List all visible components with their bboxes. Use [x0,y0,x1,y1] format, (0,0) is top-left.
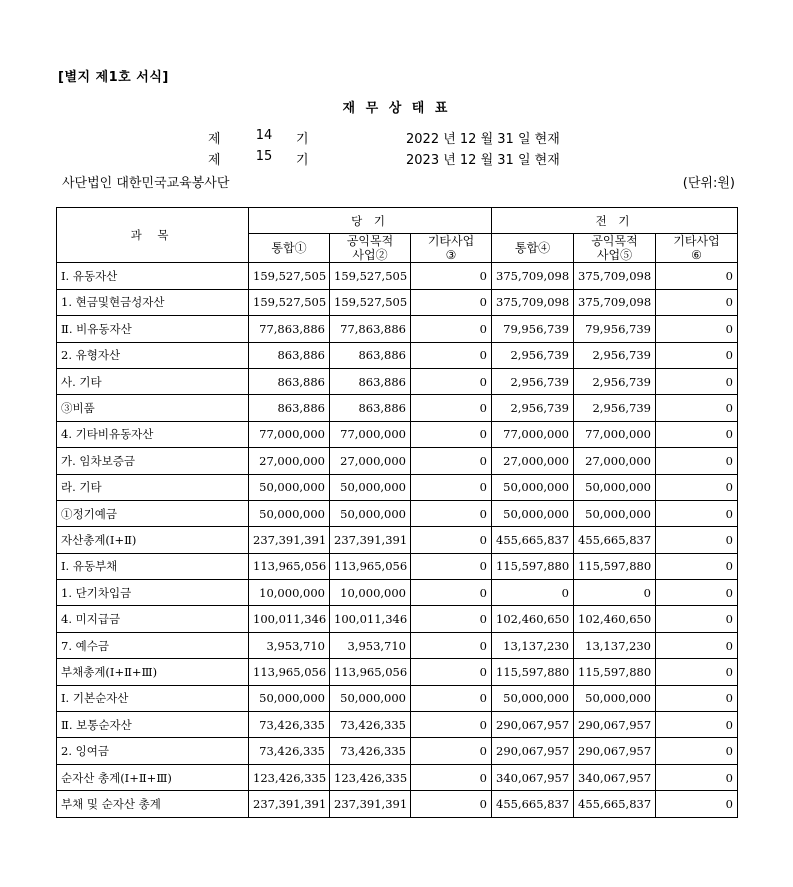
amount-cell: 0 [411,685,492,711]
account-name: Ⅱ. 비유동자산 [57,316,249,342]
amount-cell: 863,886 [330,342,411,368]
column-header-label: 사업 [352,248,376,263]
table-row [57,395,738,421]
amount-cell: 0 [411,764,492,790]
amount-cell: 123,426,335 [249,764,330,790]
amount-cell: 0 [656,421,738,447]
amount-cell: 27,000,000 [492,448,574,474]
table-row [57,685,738,711]
column-header-label: 공익목적 [346,234,394,249]
account-name: ③비품 [57,395,249,421]
amount-cell: 0 [411,606,492,632]
amount-cell: 0 [411,474,492,500]
amount-cell: 3,953,710 [249,632,330,658]
amount-cell: 863,886 [330,368,411,394]
amount-cell: 159,527,505 [249,289,330,315]
amount-cell: 2,956,739 [574,342,656,368]
account-name: 부채 및 순자산 총계 [57,791,249,817]
amount-cell: 0 [411,289,492,315]
column-header-label: 기타사업 [427,234,475,249]
account-name: 자산총계(Ⅰ+Ⅱ) [57,527,249,553]
amount-cell: 0 [411,421,492,447]
amount-cell: 2,956,739 [574,368,656,394]
column-header-label: 통합 [271,241,295,256]
period-number: 15 [255,149,273,164]
period-date: 2022 년 12 월 31 일 현재 [406,132,560,147]
organization-name: 사단법인 대한민국교육봉사단 [62,176,230,191]
table-row [57,791,738,817]
column-header-label: 기타사업 [673,234,720,249]
amount-cell: 375,709,098 [574,263,656,289]
amount-cell: 50,000,000 [492,474,574,500]
amount-cell: 10,000,000 [249,580,330,606]
financial-position-table [56,207,738,818]
amount-cell: 290,067,957 [492,738,574,764]
amount-cell: 0 [656,738,738,764]
table-row [57,263,738,289]
amount-cell: 290,067,957 [574,712,656,738]
amount-cell: 50,000,000 [492,500,574,526]
amount-cell: 2,956,739 [574,395,656,421]
table-row [57,580,738,606]
table-row [57,342,738,368]
amount-cell: 50,000,000 [574,685,656,711]
account-name: Ⅱ. 보통순자산 [57,712,249,738]
amount-cell: 0 [411,659,492,685]
amount-cell: 0 [656,685,738,711]
column-header [656,234,738,263]
column-header [249,234,330,263]
amount-cell: 159,527,505 [249,263,330,289]
amount-cell: 0 [656,395,738,421]
column-header-label: 통합 [514,241,539,256]
amount-cell: 455,665,837 [492,791,574,817]
period-date: 2023 년 12 월 31 일 현재 [406,153,560,168]
form-title: [별지 제1호 서식] [58,70,169,85]
table-row [57,764,738,790]
period-label: 제 [208,132,221,147]
amount-cell: 0 [656,712,738,738]
amount-cell: 77,000,000 [249,421,330,447]
table-row [57,316,738,342]
column-number-mark: ④ [538,241,551,256]
column-header [492,234,574,263]
amount-cell: 237,391,391 [249,791,330,817]
amount-cell: 50,000,000 [330,474,411,500]
account-name: 2. 잉여금 [57,738,249,764]
amount-cell: 290,067,957 [574,738,656,764]
amount-cell: 3,953,710 [330,632,411,658]
amount-cell: 237,391,391 [249,527,330,553]
amount-cell: 115,597,880 [574,659,656,685]
amount-cell: 50,000,000 [574,474,656,500]
amount-cell: 73,426,335 [330,738,411,764]
column-number-mark: ① [294,241,307,256]
amount-cell: 0 [656,448,738,474]
subject-header: 과 목 [57,208,249,263]
amount-cell: 0 [411,791,492,817]
amount-cell: 27,000,000 [249,448,330,474]
account-name: 2. 유형자산 [57,342,249,368]
amount-cell: 0 [411,553,492,579]
amount-cell: 102,460,650 [574,606,656,632]
account-name: Ⅰ. 기본순자산 [57,685,249,711]
amount-cell: 123,426,335 [330,764,411,790]
amount-cell: 0 [656,606,738,632]
amount-cell: 27,000,000 [330,448,411,474]
unit-label: (단위:원) [682,176,735,191]
amount-cell: 115,597,880 [492,659,574,685]
table-row [57,632,738,658]
amount-cell: 0 [656,527,738,553]
amount-cell: 0 [411,632,492,658]
amount-cell: 77,000,000 [574,421,656,447]
column-header [574,234,656,263]
amount-cell: 455,665,837 [574,791,656,817]
table-row [57,368,738,394]
amount-cell: 0 [411,263,492,289]
amount-cell: 237,391,391 [330,527,411,553]
amount-cell: 340,067,957 [492,764,574,790]
table-row [57,448,738,474]
amount-cell: 0 [411,527,492,553]
amount-cell: 73,426,335 [249,712,330,738]
column-number-mark: ⑥ [691,248,702,263]
amount-cell: 0 [656,500,738,526]
amount-cell: 455,665,837 [492,527,574,553]
amount-cell: 0 [656,289,738,315]
column-number-mark: ⑤ [620,248,633,263]
amount-cell: 0 [411,712,492,738]
amount-cell: 863,886 [249,395,330,421]
period-suffix: 기 [296,132,309,147]
amount-cell: 113,965,056 [330,553,411,579]
amount-cell: 100,011,346 [330,606,411,632]
amount-cell: 290,067,957 [492,712,574,738]
amount-cell: 0 [656,342,738,368]
amount-cell: 0 [411,342,492,368]
table-row [57,606,738,632]
amount-cell: 27,000,000 [574,448,656,474]
column-header [330,234,411,263]
document-title: 재 무 상 태 표 [342,101,451,116]
amount-cell: 100,011,346 [249,606,330,632]
amount-cell: 0 [656,553,738,579]
amount-cell: 79,956,739 [492,316,574,342]
amount-cell: 2,956,739 [492,342,574,368]
amount-cell: 0 [656,632,738,658]
amount-cell: 79,956,739 [574,316,656,342]
table-row [57,474,738,500]
amount-cell: 0 [656,474,738,500]
amount-cell: 0 [656,659,738,685]
amount-cell: 0 [656,316,738,342]
account-name: Ⅰ. 유동부채 [57,553,249,579]
amount-cell: 73,426,335 [330,712,411,738]
amount-cell: 50,000,000 [249,500,330,526]
column-header [411,234,492,263]
amount-cell: 77,000,000 [330,421,411,447]
amount-cell: 77,863,886 [249,316,330,342]
amount-cell: 0 [656,263,738,289]
amount-cell: 113,965,056 [330,659,411,685]
amount-cell: 375,709,098 [492,289,574,315]
table-row [57,527,738,553]
account-name: 1. 현금및현금성자산 [57,289,249,315]
amount-cell: 159,527,505 [330,263,411,289]
amount-cell: 863,886 [249,342,330,368]
column-header-label: 사업 [596,248,621,263]
account-name: 7. 예수금 [57,632,249,658]
table-row [57,553,738,579]
amount-cell: 159,527,505 [330,289,411,315]
amount-cell: 0 [574,580,656,606]
account-name: 부채총계(Ⅰ+Ⅱ+Ⅲ) [57,659,249,685]
table-row [57,421,738,447]
period-suffix: 기 [296,153,309,168]
amount-cell: 77,863,886 [330,316,411,342]
table-row [57,289,738,315]
amount-cell: 0 [656,791,738,817]
amount-cell: 863,886 [330,395,411,421]
amount-cell: 340,067,957 [574,764,656,790]
amount-cell: 2,956,739 [492,395,574,421]
amount-cell: 375,709,098 [492,263,574,289]
account-name: 사. 기타 [57,368,249,394]
period-number: 14 [255,128,273,143]
amount-cell: 375,709,098 [574,289,656,315]
table-row [57,738,738,764]
amount-cell: 2,956,739 [492,368,574,394]
account-name: 가. 임차보증금 [57,448,249,474]
amount-cell: 0 [411,448,492,474]
table-row [57,659,738,685]
amount-cell: 10,000,000 [330,580,411,606]
amount-cell: 0 [411,395,492,421]
account-name: 라. 기타 [57,474,249,500]
account-name: 순자산 총계(Ⅰ+Ⅱ+Ⅲ) [57,764,249,790]
amount-cell: 113,965,056 [249,553,330,579]
account-name: Ⅰ. 유동자산 [57,263,249,289]
amount-cell: 50,000,000 [492,685,574,711]
amount-cell: 113,965,056 [249,659,330,685]
column-number-mark: ② [375,248,388,263]
amount-cell: 50,000,000 [574,500,656,526]
amount-cell: 237,391,391 [330,791,411,817]
amount-cell: 0 [411,580,492,606]
account-name: 4. 기타비유동자산 [57,421,249,447]
table-row [57,712,738,738]
account-name: ①정기예금 [57,500,249,526]
column-header-label: 공익목적 [591,234,638,249]
amount-cell: 0 [411,368,492,394]
amount-cell: 73,426,335 [249,738,330,764]
column-number-mark: ③ [445,248,457,263]
amount-cell: 863,886 [249,368,330,394]
amount-cell: 0 [656,580,738,606]
amount-cell: 77,000,000 [492,421,574,447]
amount-cell: 0 [656,764,738,790]
account-name: 1. 단기차입금 [57,580,249,606]
amount-cell: 455,665,837 [574,527,656,553]
amount-cell: 0 [492,580,574,606]
amount-cell: 13,137,230 [492,632,574,658]
amount-cell: 50,000,000 [330,685,411,711]
amount-cell: 115,597,880 [574,553,656,579]
amount-cell: 13,137,230 [574,632,656,658]
current-period-header: 당 기 [249,208,492,234]
amount-cell: 0 [411,316,492,342]
amount-cell: 50,000,000 [330,500,411,526]
amount-cell: 0 [656,368,738,394]
amount-cell: 50,000,000 [249,474,330,500]
amount-cell: 0 [411,738,492,764]
amount-cell: 0 [411,500,492,526]
account-name: 4. 미지급금 [57,606,249,632]
prior-period-header: 전 기 [492,208,738,234]
amount-cell: 115,597,880 [492,553,574,579]
amount-cell: 102,460,650 [492,606,574,632]
table-row [57,500,738,526]
amount-cell: 50,000,000 [249,685,330,711]
period-label: 제 [208,153,221,168]
